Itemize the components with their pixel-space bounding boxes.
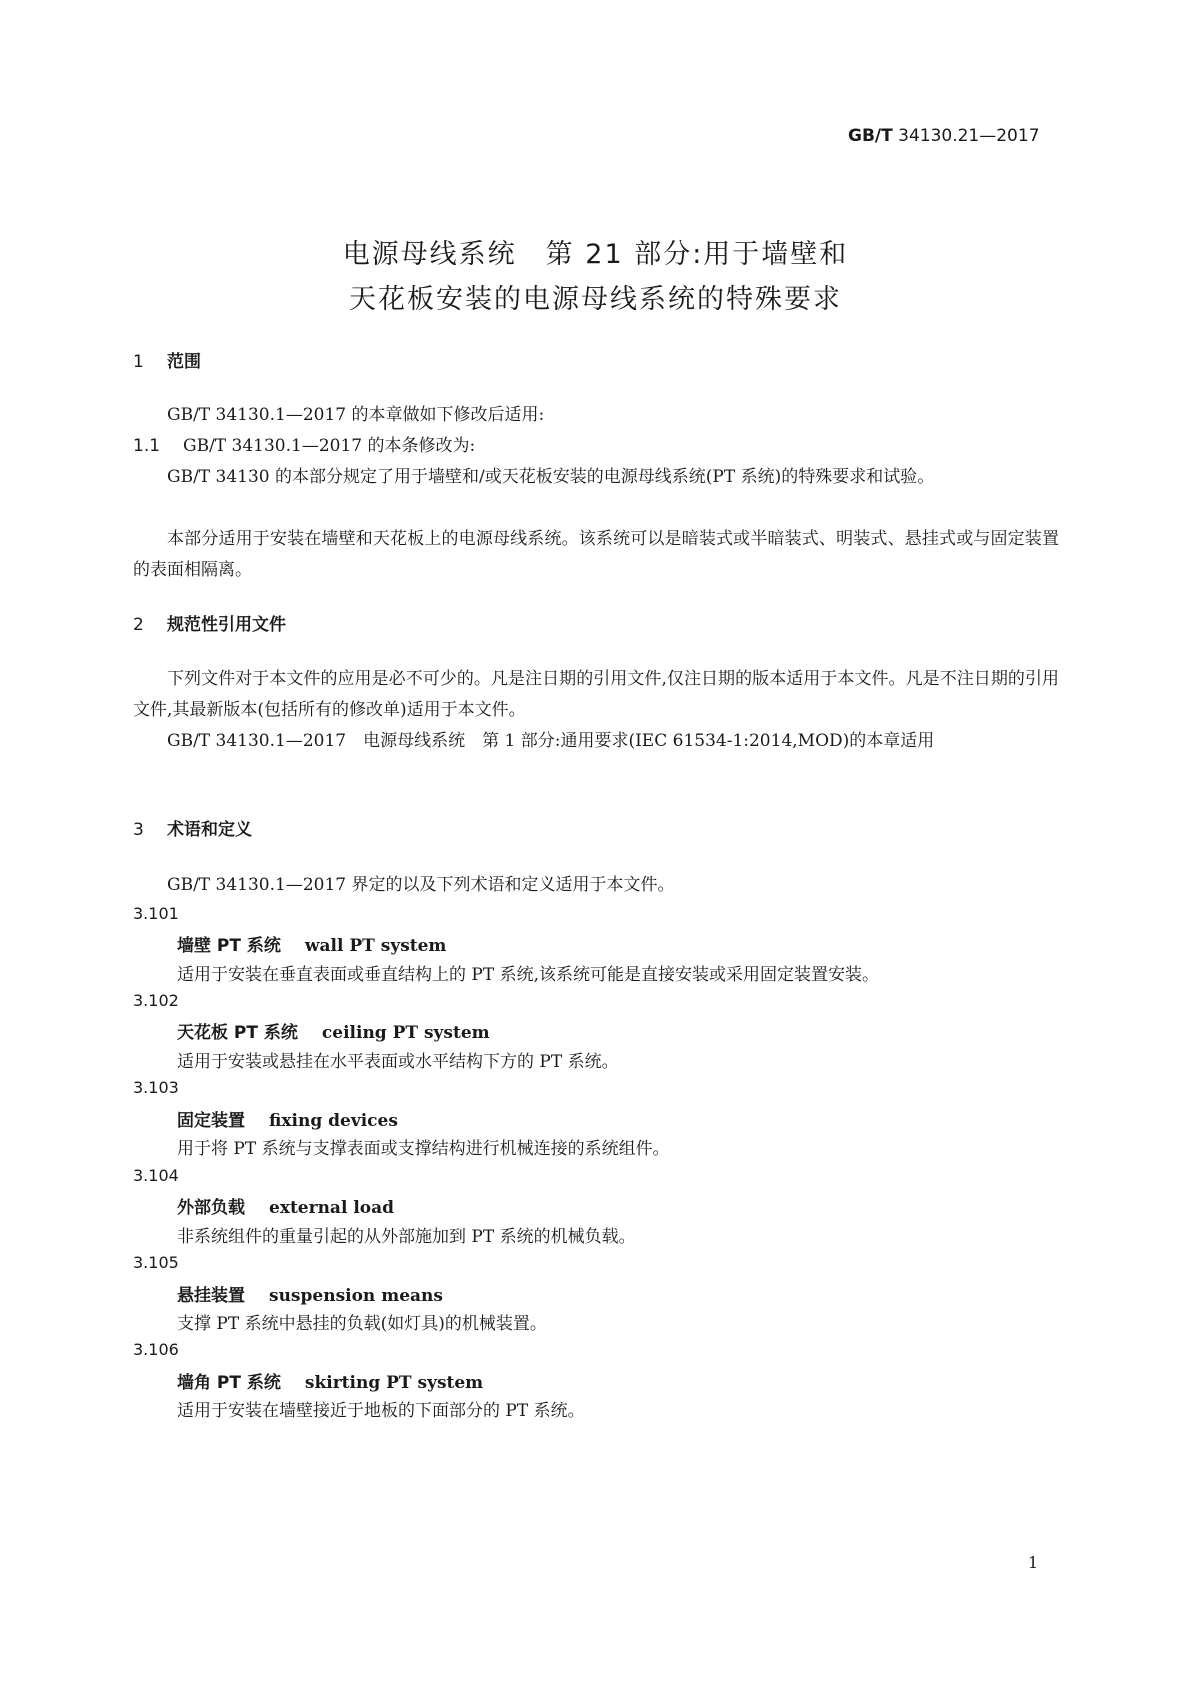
term-definition: 非系统组件的重量引起的从外部施加到 PT 系统的机械负载。 bbox=[177, 1227, 636, 1247]
term-zh: 墙壁 PT 系统 bbox=[177, 936, 281, 956]
term-zh: 墙角 PT 系统 bbox=[177, 1373, 281, 1393]
term-en: wall PT system bbox=[304, 936, 447, 956]
term-definition: 适用于安装在垂直表面或垂直结构上的 PT 系统,该系统可能是直接安装或采用固定装置安装。 bbox=[177, 965, 879, 985]
reference-entry: GB/T 34130.1—2017 电源母线系统 第 1 部分:通用要求(IEC 61534-1:2014,MOD)的本章适用 bbox=[167, 731, 935, 751]
term-number: 3.106 bbox=[133, 1340, 179, 1359]
standard-code: GB/T bbox=[848, 126, 893, 146]
section-heading-scope bbox=[133, 347, 201, 372]
term-entry bbox=[177, 1193, 394, 1218]
term-zh: 外部负载 bbox=[177, 1198, 245, 1218]
section-title: 范围 bbox=[167, 352, 201, 372]
document-title-line2: 天花板安装的电源母线系统的特殊要求 bbox=[349, 284, 842, 315]
term-zh: 固定装置 bbox=[177, 1111, 245, 1131]
term-definition: 适用于安装或悬挂在水平表面或水平结构下方的 PT 系统。 bbox=[177, 1052, 619, 1072]
term-entry bbox=[177, 1281, 443, 1306]
clause-1-1 bbox=[133, 431, 475, 456]
section-number: 1 bbox=[133, 352, 144, 372]
term-number: 3.105 bbox=[133, 1253, 179, 1272]
term-en: skirting PT system bbox=[304, 1373, 484, 1393]
paragraph: GB/T 34130 的本部分规定了用于墙壁和/或天花板安装的电源母线系统(PT 系统)的特殊要求和试验。 bbox=[167, 467, 935, 487]
paragraph: 下列文件对于本文件的应用是必不可少的。凡是注日期的引用文件,仅注日期的版本适用于本文件。凡是不注日期的引用文件,其最新版本(包括所有的修改单)适用于本文件。 bbox=[133, 669, 1059, 720]
section-heading-terms bbox=[133, 815, 252, 840]
term-number: 3.103 bbox=[133, 1078, 179, 1097]
section-number: 3 bbox=[133, 820, 144, 840]
clause-text: GB/T 34130.1—2017 的本条修改为: bbox=[183, 436, 476, 456]
term-number: 3.104 bbox=[133, 1166, 179, 1185]
section-heading-references bbox=[133, 610, 286, 635]
term-zh: 天花板 PT 系统 bbox=[177, 1023, 298, 1043]
term-en: fixing devices bbox=[269, 1111, 398, 1131]
standard-number bbox=[848, 126, 1040, 146]
term-en: ceiling PT system bbox=[321, 1023, 490, 1043]
clause-number: 1.1 bbox=[133, 436, 161, 456]
document-title-line1: 电源母线系统 第 21 部分:用于墙壁和 bbox=[342, 239, 849, 270]
term-en: external load bbox=[269, 1198, 395, 1218]
paragraph: 本部分适用于安装在墙壁和天花板上的电源母线系统。该系统可以是暗装式或半暗装式、明装式、悬挂式或与固定装置的表面相隔离。 bbox=[133, 529, 1059, 580]
term-entry bbox=[177, 1368, 483, 1393]
term-zh: 悬挂装置 bbox=[177, 1286, 245, 1306]
term-entry bbox=[177, 1018, 490, 1043]
term-definition: 用于将 PT 系统与支撑表面或支撑结构进行机械连接的系统组件。 bbox=[177, 1139, 670, 1159]
paragraph: GB/T 34130.1—2017 的本章做如下修改后适用: bbox=[167, 405, 545, 425]
section-number: 2 bbox=[133, 615, 144, 635]
term-entry bbox=[177, 1106, 398, 1131]
term-entry bbox=[177, 931, 446, 956]
paragraph: GB/T 34130.1—2017 界定的以及下列术语和定义适用于本文件。 bbox=[167, 875, 675, 895]
term-number: 3.102 bbox=[133, 991, 179, 1010]
section-title: 术语和定义 bbox=[167, 820, 252, 840]
term-en: suspension means bbox=[269, 1286, 443, 1306]
term-definition: 支撑 PT 系统中悬挂的负载(如灯具)的机械装置。 bbox=[177, 1314, 547, 1334]
page-number: 1 bbox=[1028, 1553, 1039, 1572]
term-definition: 适用于安装在墙壁接近于地板的下面部分的 PT 系统。 bbox=[177, 1401, 585, 1421]
section-title: 规范性引用文件 bbox=[167, 615, 286, 635]
standard-number-value: 34130.21—2017 bbox=[898, 126, 1040, 146]
term-number: 3.101 bbox=[133, 904, 179, 923]
